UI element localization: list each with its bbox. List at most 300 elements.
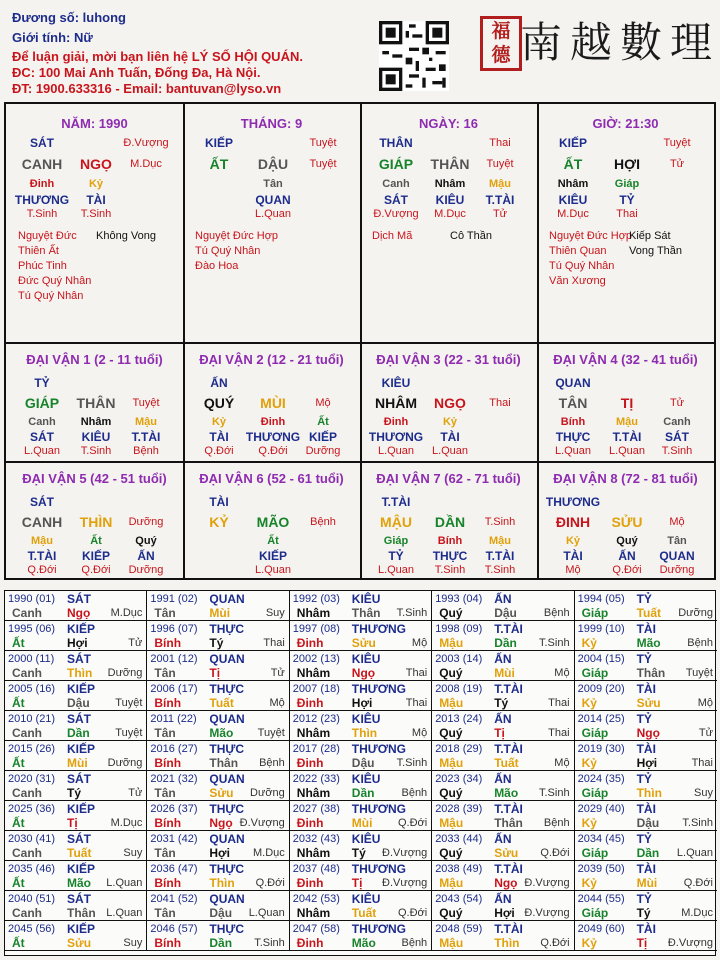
year-branch: Mão <box>67 876 91 890</box>
hidden-stem-stage: Dưỡng <box>659 564 695 576</box>
heavenly-stem: QUÝ <box>203 395 235 411</box>
pillar-title: GIỜ: 21:30 <box>592 116 659 131</box>
year-stage: Thai <box>548 697 570 709</box>
dai-van-title: ĐẠI VẬN 1 (2 - 11 tuổi) <box>26 352 163 367</box>
year-label: 2035 (46) <box>8 863 56 875</box>
year-ten-god: THƯƠNG <box>351 922 406 936</box>
hidden-stem-stage: L.Quan <box>431 445 469 457</box>
year-branch: Dậu <box>494 606 517 620</box>
ten-god-label: T.TÀI <box>381 495 411 509</box>
year-cell <box>147 621 289 651</box>
ten-god-label: QUAN <box>555 376 591 390</box>
hidden-stem: Mậu <box>616 416 638 428</box>
year-stage: L.Quan <box>106 907 143 919</box>
year-ten-god: THỰC <box>209 862 245 876</box>
year-label: 2042 (53) <box>292 893 340 905</box>
year-stage: Bệnh <box>259 757 285 769</box>
year-stage: Thai <box>691 757 713 769</box>
year-ten-god: TÀI <box>636 682 656 696</box>
hidden-stem: Mậu <box>489 178 511 190</box>
year-cell <box>575 831 717 861</box>
hidden-stem-god: TỶ <box>619 193 635 207</box>
year-branch: Mão <box>209 726 234 740</box>
earthly-branch: NGỌ <box>434 395 466 411</box>
year-stage: T.Sinh <box>396 757 428 769</box>
year-cell <box>5 921 147 951</box>
qr-code-icon[interactable] <box>379 20 449 92</box>
year-branch: Thân <box>636 666 666 680</box>
year-stage: Đ.Vượng <box>667 937 713 949</box>
year-cell <box>147 651 289 681</box>
hidden-stem: Ất <box>267 535 279 547</box>
year-stem: Mậu <box>439 756 464 770</box>
year-label: 2009 (20) <box>577 683 625 695</box>
year-cell <box>5 801 147 831</box>
year-cell <box>147 741 289 771</box>
year-cell <box>432 801 574 831</box>
year-stage: Bệnh <box>687 637 713 649</box>
year-cell <box>575 771 717 801</box>
year-ten-god: THỰC <box>209 742 245 756</box>
ten-god-state: Đ.Vượng <box>123 137 169 149</box>
year-stem: Tân <box>154 666 176 680</box>
year-stage: T.Sinh <box>539 787 570 799</box>
year-cell <box>432 921 574 951</box>
year-stage: Bệnh <box>543 817 570 829</box>
year-branch: Ngọ <box>636 726 660 740</box>
dai-van-title: ĐẠI VẬN 8 (72 - 81 tuổi) <box>553 471 698 486</box>
hidden-stem: Ất <box>90 535 102 547</box>
year-cell <box>432 711 574 741</box>
hidden-stem: Kỷ <box>565 535 581 547</box>
year-stem: Canh <box>12 786 42 800</box>
heavenly-stem: NHÂM <box>375 395 417 411</box>
heavenly-stem: CANH <box>21 156 63 172</box>
year-stem: Giáp <box>581 726 609 740</box>
year-stem: Tân <box>154 846 176 860</box>
hidden-stem: Quý <box>135 535 157 547</box>
year-ten-god: SÁT <box>67 892 91 906</box>
year-stem: Nhâm <box>296 666 331 680</box>
year-branch: Tuất <box>209 696 234 710</box>
year-branch: Tý <box>209 636 224 650</box>
year-label: 2031 (42) <box>150 833 198 845</box>
year-label: 1992 (03) <box>292 593 340 605</box>
address: ĐC: 100 Mai Anh Tuấn, Đống Đa, Hà Nội. <box>12 65 261 80</box>
hidden-stem: Nhâm <box>434 178 466 190</box>
life-stage: Tử <box>669 397 685 409</box>
ten-god-label: THƯƠNG <box>545 495 601 509</box>
hidden-stem: Kỷ <box>88 178 104 190</box>
year-label: 1991 (02) <box>150 593 198 605</box>
star-item: Văn Xương <box>549 275 606 287</box>
year-ten-god: THỰC <box>209 682 245 696</box>
life-stage: Dưỡng <box>128 516 164 528</box>
dai-van-title: ĐẠI VẬN 3 (22 - 31 tuổi) <box>376 352 521 367</box>
year-label: 2018 (29) <box>435 743 483 755</box>
hidden-stem-god: THỰC <box>432 549 468 563</box>
pillar-title: THÁNG: 9 <box>240 116 303 131</box>
year-ten-god: KIẾP <box>67 802 96 816</box>
dai-van-cell <box>6 463 183 581</box>
year-stage: M.Dục <box>681 907 713 919</box>
hidden-stem-stage: L.Quan <box>254 208 292 220</box>
ten-god-state: Tuyệt <box>309 137 337 149</box>
year-stem: Mậu <box>439 636 464 650</box>
year-stage: Q.Đới <box>540 847 570 859</box>
year-branch: Thìn <box>636 786 662 800</box>
year-ten-god: KIẾP <box>67 622 96 636</box>
year-branch: Sửu <box>636 696 661 710</box>
year-stage: Đ.Vượng <box>239 817 285 829</box>
year-stem: Canh <box>12 606 42 620</box>
life-stage: Mộ <box>315 397 331 409</box>
star-item: Cô Thần <box>450 230 492 242</box>
hidden-stem-stage: L.Quan <box>377 564 415 576</box>
year-ten-god: KIẾP <box>67 922 96 936</box>
year-stage: M.Dục <box>110 607 143 619</box>
hidden-stem-stage: T.Sinh <box>80 208 112 220</box>
year-label: 1994 (05) <box>577 593 625 605</box>
year-label: 2012 (23) <box>292 713 340 725</box>
year-ten-god: ẤN <box>494 592 512 606</box>
hidden-stem-god: THƯƠNG <box>245 430 301 444</box>
contact-note: Để luận giải, mời bạn liên hệ LÝ SỐ HỘI QUÁN. <box>12 49 303 64</box>
year-label: 1993 (04) <box>435 593 483 605</box>
heavenly-stem: ĐINH <box>555 514 591 530</box>
life-stage: Bệnh <box>310 516 336 528</box>
year-cell <box>5 711 147 741</box>
ten-god-label: KIẾP <box>204 136 234 150</box>
year-stage: Thai <box>405 697 428 709</box>
year-label: 2011 (22) <box>150 713 197 725</box>
year-branch: Thìn <box>494 936 520 950</box>
year-label: 1995 (06) <box>8 623 56 635</box>
year-stem: Kỷ <box>581 876 597 890</box>
hidden-stem: Mậu <box>489 535 511 547</box>
hidden-stem-god: QUAN <box>659 549 695 563</box>
hidden-stem: Kỷ <box>442 416 458 428</box>
year-stem: Kỷ <box>581 636 597 650</box>
star-item: Vong Thần <box>629 245 683 257</box>
year-ten-god: THỰC <box>209 922 245 936</box>
year-cell <box>290 651 432 681</box>
year-stage: Suy <box>694 787 713 799</box>
earthly-branch: THÂN <box>76 395 116 411</box>
year-stem: Giáp <box>581 786 609 800</box>
star-item: Không Vong <box>96 230 156 242</box>
year-cell <box>575 621 717 651</box>
year-stem: Đinh <box>296 636 324 650</box>
year-stage: L.Quan <box>106 877 143 889</box>
ten-god-label: KIÊU <box>381 376 411 390</box>
hidden-stem-god: TÀI <box>440 430 460 444</box>
year-cell <box>432 861 574 891</box>
year-cell <box>432 741 574 771</box>
year-stem: Quý <box>439 846 463 860</box>
year-ten-god: TỶ <box>636 652 652 666</box>
dai-van-cell <box>360 463 537 581</box>
year-ten-god: ẤN <box>494 712 512 726</box>
earthly-branch: THÂN <box>430 156 470 172</box>
year-cell <box>290 831 432 861</box>
dai-van-cell <box>6 344 183 462</box>
year-stage: Suy <box>265 607 285 619</box>
year-ten-god: QUAN <box>209 712 245 726</box>
year-branch: Dậu <box>67 696 90 710</box>
year-branch: Tị <box>67 816 78 830</box>
star-item: Thiên Quan <box>549 245 607 257</box>
year-branch: Mùi <box>351 816 373 830</box>
hidden-stem-god: KIẾP <box>81 549 111 563</box>
year-branch: Hợi <box>67 636 88 650</box>
year-label: 1996 (07) <box>150 623 198 635</box>
ten-god-label: ẤN <box>210 376 228 390</box>
life-stage: M.Dục <box>130 158 162 170</box>
year-stage: Bệnh <box>543 607 570 619</box>
year-cell <box>5 771 147 801</box>
year-stem: Bính <box>154 696 182 710</box>
hidden-stem-stage: L.Quan <box>254 564 292 576</box>
hidden-stem-god: T.TÀI <box>485 549 515 563</box>
year-cell <box>432 771 574 801</box>
year-label: 2032 (43) <box>292 833 340 845</box>
year-label: 1998 (09) <box>435 623 483 635</box>
year-cell <box>147 831 289 861</box>
year-stage: Dưỡng <box>107 757 143 769</box>
year-cell <box>5 891 147 921</box>
star-item: Nguyệt Đức Hợp <box>549 230 633 242</box>
hidden-stem-stage: Đ.Vượng <box>373 208 419 220</box>
hidden-stem-stage: Q.Đới <box>612 564 642 576</box>
year-branch: Sửu <box>351 636 376 650</box>
year-ten-god: T.TÀI <box>494 682 523 696</box>
year-cell <box>432 681 574 711</box>
year-ten-god: T.TÀI <box>494 802 523 816</box>
star-item: Phúc Tinh <box>18 260 67 272</box>
star-item: Dịch Mã <box>372 230 413 242</box>
year-stem: Kỷ <box>581 756 597 770</box>
year-stem: Kỷ <box>581 696 597 710</box>
year-label: 2036 (47) <box>150 863 198 875</box>
pillar-cell <box>537 104 714 342</box>
hidden-stem-stage: L.Quan <box>377 445 415 457</box>
year-branch: Thân <box>494 816 523 830</box>
hidden-stem-stage: L.Quan <box>608 445 646 457</box>
year-branch: Mùi <box>209 606 231 620</box>
year-label: 2045 (56) <box>8 923 56 935</box>
hidden-stem-god: TÀI <box>563 549 583 563</box>
dai-van-cell <box>360 344 537 462</box>
year-label: 2026 (37) <box>150 803 198 815</box>
heavenly-stem: GIÁP <box>378 156 414 172</box>
year-ten-god: QUAN <box>209 892 245 906</box>
year-branch: Dần <box>494 636 517 650</box>
year-stem: Quý <box>439 786 463 800</box>
year-stem: Đinh <box>296 936 324 950</box>
year-cell <box>575 891 717 921</box>
year-label: 2008 (19) <box>435 683 483 695</box>
earthly-branch: NGỌ <box>80 156 112 172</box>
year-branch: Thìn <box>351 726 378 740</box>
year-stem: Ất <box>12 876 25 890</box>
year-ten-god: TỶ <box>636 592 652 606</box>
hidden-stem: Mậu <box>135 416 157 428</box>
hidden-stem-god: KIÊU <box>558 193 588 207</box>
year-branch: Mùi <box>67 756 88 770</box>
red-seal-stamp: 福 德 <box>480 16 522 71</box>
year-cell <box>5 741 147 771</box>
hidden-stem-stage: M.Dục <box>557 208 589 220</box>
year-branch: Tị <box>494 726 505 740</box>
year-ten-god: SÁT <box>67 592 91 606</box>
year-cell <box>147 591 289 621</box>
hidden-stem: Nhâm <box>557 178 589 190</box>
year-stem: Kỷ <box>581 936 597 950</box>
year-branch: Mão <box>351 936 376 950</box>
year-ten-god: SÁT <box>67 772 91 786</box>
star-item: Nguyệt Đức <box>18 230 77 242</box>
year-stage: T.Sinh <box>682 817 713 829</box>
year-stem: Quý <box>439 606 463 620</box>
year-stage: Đ.Vượng <box>524 877 570 889</box>
year-branch: Tuất <box>636 606 662 620</box>
hidden-stem-stage: Q.Đới <box>204 445 234 457</box>
earthly-branch: DẦN <box>434 514 466 530</box>
year-ten-god: THƯƠNG <box>351 622 406 636</box>
year-stage: Đ.Vượng <box>382 847 428 859</box>
year-cell <box>147 861 289 891</box>
life-stage: Mộ <box>669 516 685 528</box>
year-branch: Hợi <box>209 846 230 860</box>
year-cell <box>575 651 717 681</box>
year-stem: Canh <box>12 726 42 740</box>
year-stage: Dưỡng <box>107 667 143 679</box>
year-stage: Mộ <box>554 757 570 769</box>
year-stem: Ất <box>12 936 25 950</box>
year-cell <box>432 651 574 681</box>
year-label: 2030 (41) <box>8 833 56 845</box>
year-label: 1999 (10) <box>577 623 625 635</box>
year-stage: L.Quan <box>248 907 285 919</box>
year-label: 2015 (26) <box>8 743 56 755</box>
hidden-stem-god: TÀI <box>86 193 106 207</box>
year-stage: Suy <box>123 937 143 949</box>
year-branch: Dần <box>351 786 375 800</box>
year-label: 2047 (58) <box>292 923 340 935</box>
year-cell <box>575 591 717 621</box>
year-ten-god: T.TÀI <box>494 622 523 636</box>
year-ten-god: TÀI <box>636 742 656 756</box>
phone-email: ĐT: 1900.633316 - Email: bantuvan@lyso.vn <box>12 81 282 96</box>
year-stage: Mộ <box>411 727 428 739</box>
life-stage: T.Sinh <box>484 516 516 528</box>
dai-van-cell <box>537 463 714 581</box>
year-stem: Bính <box>154 636 182 650</box>
year-cell <box>575 921 717 951</box>
year-ten-god: KIÊU <box>351 712 381 726</box>
hidden-stem-stage: M.Dục <box>434 208 466 220</box>
hidden-stem-god: TÀI <box>209 430 229 444</box>
year-stem: Mậu <box>439 816 464 830</box>
hidden-stem-god: KIẾP <box>258 549 288 563</box>
year-label: 2025 (36) <box>8 803 56 815</box>
year-cell <box>290 771 432 801</box>
year-stem: Ất <box>12 696 25 710</box>
year-label: 2017 (28) <box>292 743 340 755</box>
hidden-stem: Bính <box>437 535 463 547</box>
hidden-stem: Quý <box>616 535 638 547</box>
year-stem: Quý <box>439 726 463 740</box>
year-stem: Canh <box>12 846 42 860</box>
year-branch: Dần <box>636 846 660 860</box>
year-stage: Suy <box>123 847 143 859</box>
year-branch: Dậu <box>636 816 660 830</box>
year-branch: Tý <box>636 906 651 920</box>
earthly-branch: MÙI <box>260 395 286 411</box>
year-cell <box>290 621 432 651</box>
dai-van-title: ĐẠI VẬN 5 (42 - 51 tuổi) <box>22 471 167 486</box>
year-stem: Ất <box>12 816 25 830</box>
hidden-stem: Đinh <box>260 416 286 428</box>
year-stage: T.Sinh <box>396 607 428 619</box>
main-chart-grid <box>4 102 716 580</box>
hidden-stem-stage: T.Sinh <box>434 564 466 576</box>
year-label: 2044 (55) <box>577 893 625 905</box>
star-item: Kiếp Sát <box>629 230 671 242</box>
year-stem: Nhâm <box>296 726 331 740</box>
year-branch: Sửu <box>494 846 519 860</box>
year-stem: Bính <box>154 816 182 830</box>
ten-god-state: Thai <box>489 137 511 149</box>
year-ten-god: THƯƠNG <box>351 682 406 696</box>
year-ten-god: KIẾP <box>67 862 96 876</box>
year-branch: Thìn <box>67 666 93 680</box>
year-ten-god: THƯƠNG <box>351 802 406 816</box>
life-stage: Tuyệt <box>486 158 514 170</box>
year-branch: Mùi <box>494 666 515 680</box>
year-stem: Mậu <box>439 936 464 950</box>
dai-van-title: ĐẠI VẬN 6 (52 - 61 tuổi) <box>199 471 344 486</box>
hidden-stem-god: T.TÀI <box>131 430 161 444</box>
year-stage: Mộ <box>269 697 285 709</box>
year-label: 2037 (48) <box>292 863 340 875</box>
year-branch: Hợi <box>636 756 658 770</box>
hidden-stem-stage: T.Sinh <box>26 208 58 220</box>
year-stem: Đinh <box>296 876 324 890</box>
header <box>0 0 720 100</box>
ten-god-label: SÁT <box>30 495 54 509</box>
year-ten-god: ẤN <box>494 652 512 666</box>
year-cell <box>432 621 574 651</box>
year-label: 2004 (15) <box>577 653 625 665</box>
dai-van-cell <box>537 344 714 462</box>
hidden-stem-stage: Q.Đới <box>258 445 288 457</box>
year-stem: Tân <box>154 906 176 920</box>
hidden-stem: Giáp <box>614 178 640 190</box>
year-cell <box>432 831 574 861</box>
year-branch: Tý <box>494 696 509 710</box>
year-label: 2041 (52) <box>150 893 198 905</box>
year-stem: Bính <box>154 876 182 890</box>
year-branch: Ngọ <box>351 666 376 680</box>
year-branch: Thân <box>351 606 381 620</box>
year-ten-god: TÀI <box>636 862 656 876</box>
year-ten-god: SÁT <box>67 712 91 726</box>
year-label: 2023 (34) <box>435 773 483 785</box>
year-stem: Đinh <box>296 816 324 830</box>
life-stage: Thai <box>489 397 511 409</box>
